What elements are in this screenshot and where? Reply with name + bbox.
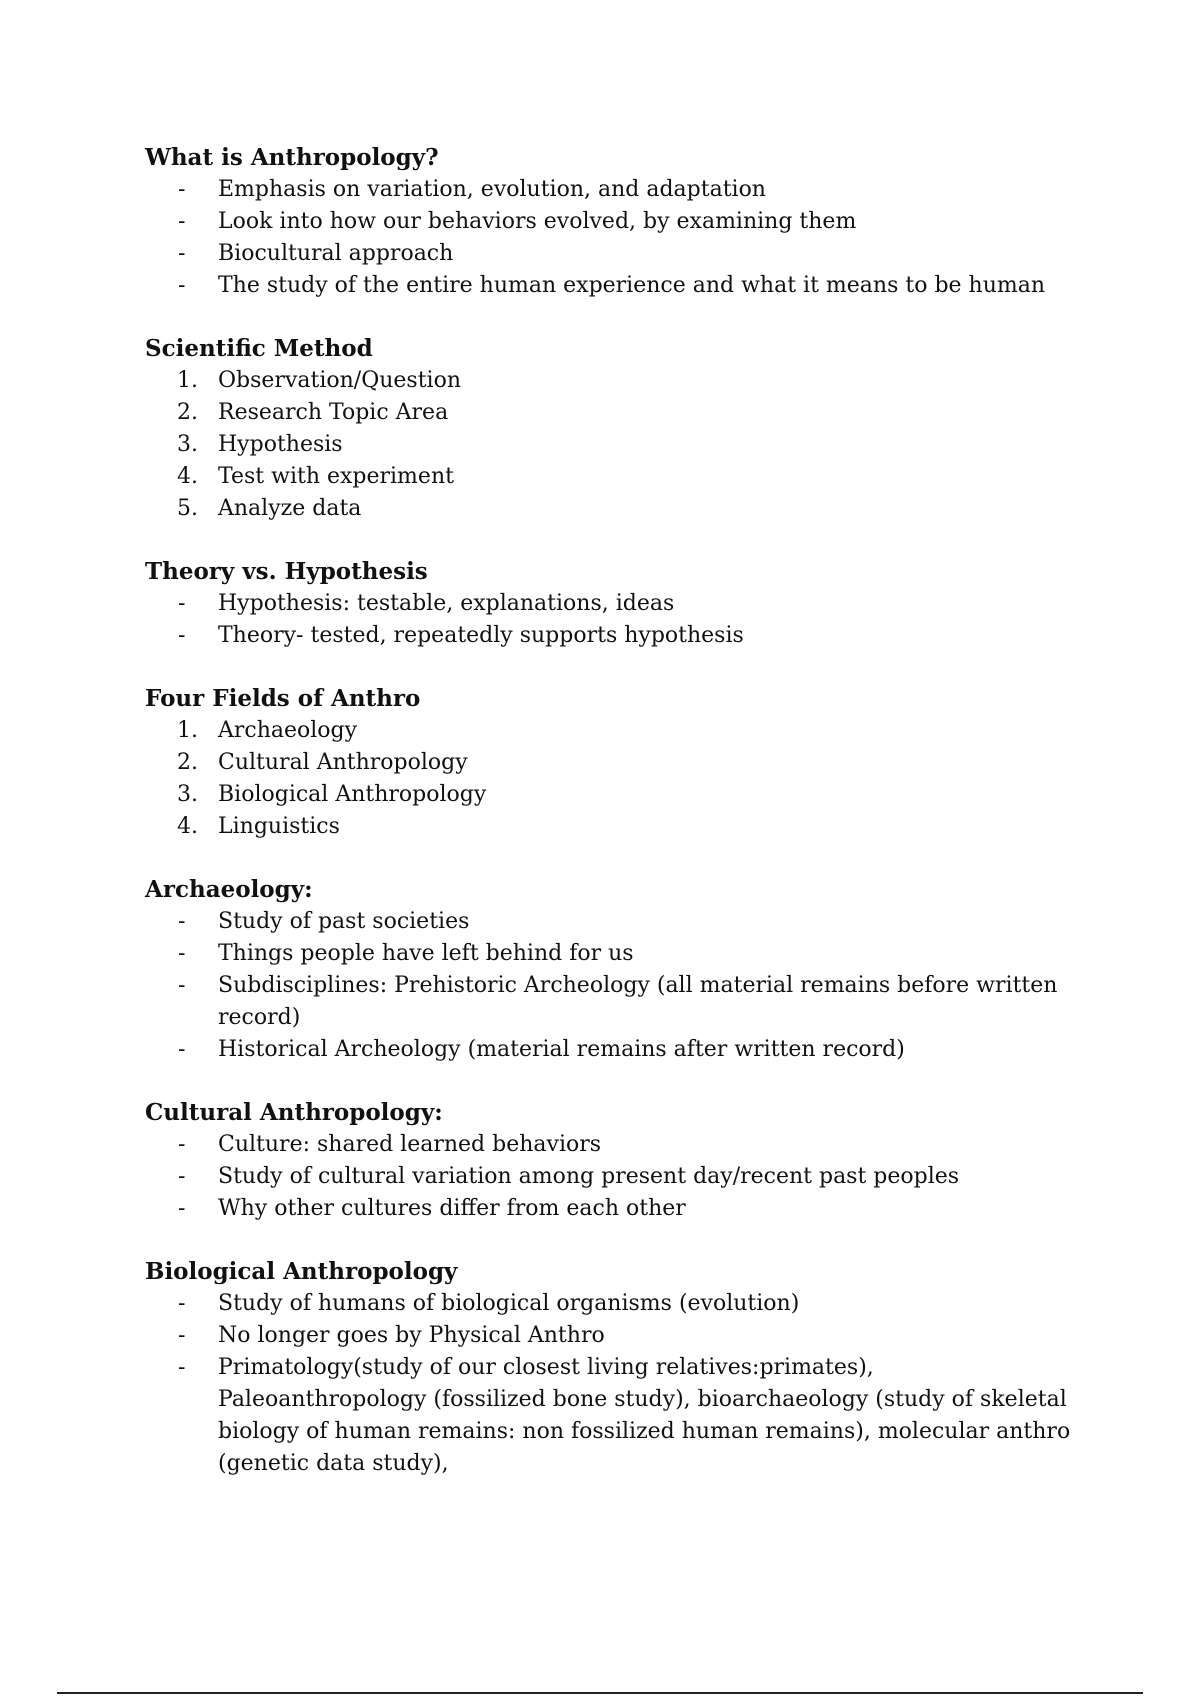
dash-marker: - — [178, 273, 186, 298]
dash-marker: - — [178, 1132, 186, 1157]
section-heading: Biological Anthropology — [145, 1258, 458, 1285]
bullet-list — [145, 174, 1075, 302]
list-item: 3. Hypothesis — [145, 429, 1075, 461]
list-item: - Emphasis on variation, evolution, and adaptation — [145, 174, 1075, 206]
number-marker: 2. — [177, 400, 198, 425]
dash-marker: - — [178, 591, 186, 616]
dash-marker: - — [178, 909, 186, 934]
section-cultural-anthropology — [145, 1097, 1075, 1225]
dash-marker: - — [178, 1164, 186, 1189]
list-item: - Why other cultures differ from each other — [145, 1193, 1075, 1225]
dash-marker: - — [178, 941, 186, 966]
dash-marker: - — [178, 1037, 186, 1062]
dash-marker: - — [178, 1196, 186, 1221]
list-item: - Biocultural approach — [145, 238, 1075, 270]
dash-marker: - — [178, 973, 186, 998]
dash-marker: - — [178, 1291, 186, 1316]
number-marker: 4. — [177, 464, 198, 489]
section-four-fields — [145, 683, 1075, 843]
list-item: - Culture: shared learned behaviors — [145, 1129, 1075, 1161]
section-heading: What is Anthropology? — [145, 144, 439, 171]
bullet-list — [145, 906, 1075, 1066]
list-item: 4. Linguistics — [145, 811, 1075, 843]
bullet-list — [145, 1288, 1075, 1480]
number-marker: 1. — [177, 718, 198, 743]
section-heading: Cultural Anthropology: — [145, 1099, 443, 1126]
list-item: 1. Observation/Question — [145, 365, 1075, 397]
notes-page — [145, 142, 1075, 1511]
footer-divider — [57, 1692, 1143, 1694]
section-biological-anthropology — [145, 1256, 1075, 1480]
section-heading: Four Fields of Anthro — [145, 685, 421, 712]
number-marker: 2. — [177, 750, 198, 775]
number-marker: 4. — [177, 814, 198, 839]
dash-marker: - — [178, 1355, 186, 1380]
list-item: 1. Archaeology — [145, 715, 1075, 747]
dash-marker: - — [178, 623, 186, 648]
bullet-list — [145, 588, 1075, 652]
list-item: - Study of cultural variation among present day/recent past peoples — [145, 1161, 1075, 1193]
list-item: - Study of past societies — [145, 906, 1075, 938]
numbered-list — [145, 715, 1075, 843]
list-item: - Things people have left behind for us — [145, 938, 1075, 970]
section-scientific-method — [145, 333, 1075, 525]
list-item: - Subdisciplines: Prehistoric Archeology (all material remains before written record) — [145, 970, 1075, 1034]
list-item: 2. Research Topic Area — [145, 397, 1075, 429]
dash-marker: - — [178, 209, 186, 234]
section-heading: Archaeology: — [145, 876, 313, 903]
section-heading: Scientific Method — [145, 335, 373, 362]
section-heading: Theory vs. Hypothesis — [145, 558, 428, 585]
list-item: - Study of humans of biological organisms (evolution) — [145, 1288, 1075, 1320]
number-marker: 5. — [177, 496, 198, 521]
list-item: - The study of the entire human experience and what it means to be human — [145, 270, 1075, 302]
number-marker: 1. — [177, 368, 198, 393]
list-item: 2. Cultural Anthropology — [145, 747, 1075, 779]
number-marker: 3. — [177, 782, 198, 807]
list-item: - Primatology(study of our closest living relatives:primates), Paleoanthropology (fossilized bone study), bioarchaeology (study of skeletal biology of human remains: non fossilized human remains), molecular anthro (genetic data study), — [145, 1352, 1075, 1480]
bullet-list — [145, 1129, 1075, 1225]
dash-marker: - — [178, 1323, 186, 1348]
list-item: 5. Analyze data — [145, 493, 1075, 525]
number-marker: 3. — [177, 432, 198, 457]
dash-marker: - — [178, 241, 186, 266]
section-what-is-anthropology — [145, 142, 1075, 302]
list-item: - Hypothesis: testable, explanations, ideas — [145, 588, 1075, 620]
list-item: - Theory- tested, repeatedly supports hypothesis — [145, 620, 1075, 652]
list-item: - Historical Archeology (material remains after written record) — [145, 1034, 1075, 1066]
list-item: 4. Test with experiment — [145, 461, 1075, 493]
numbered-list — [145, 365, 1075, 525]
section-archaeology — [145, 874, 1075, 1066]
list-item: 3. Biological Anthropology — [145, 779, 1075, 811]
list-item: - Look into how our behaviors evolved, by examining them — [145, 206, 1075, 238]
dash-marker: - — [178, 177, 186, 202]
section-theory-vs-hypothesis — [145, 556, 1075, 652]
list-item: - No longer goes by Physical Anthro — [145, 1320, 1075, 1352]
